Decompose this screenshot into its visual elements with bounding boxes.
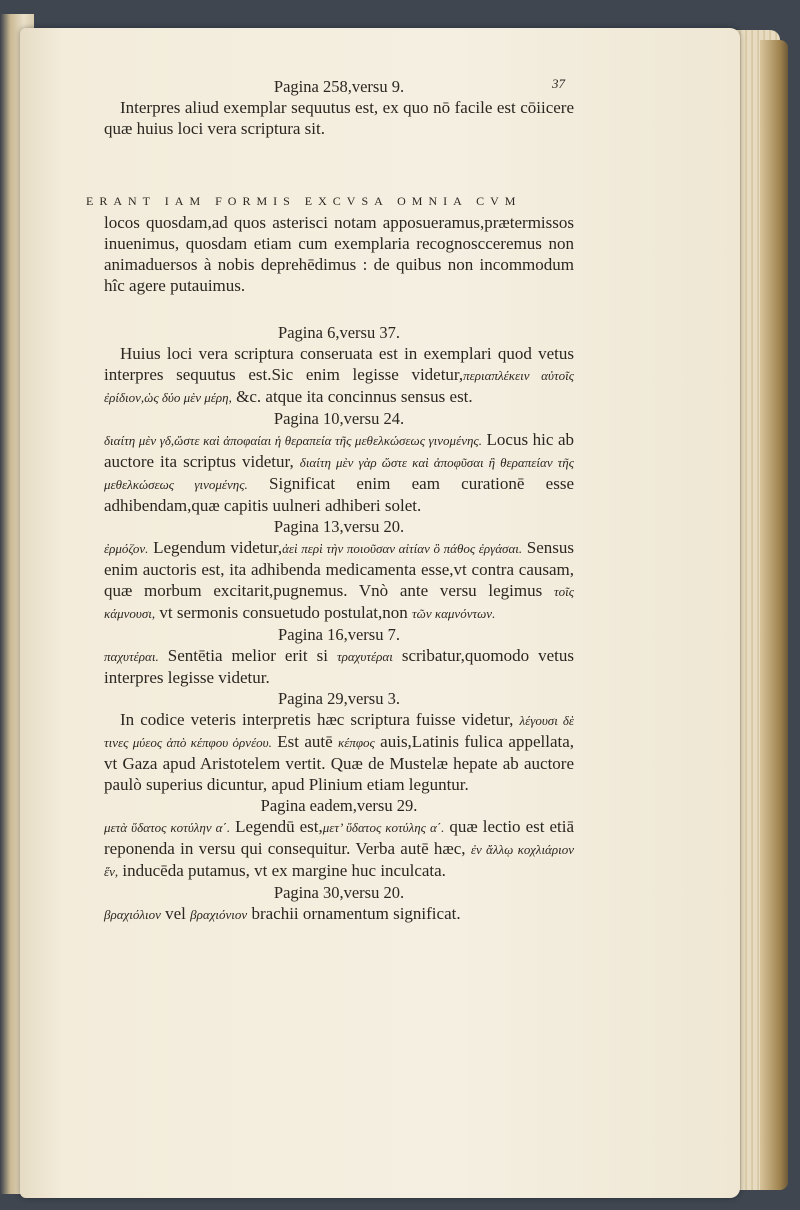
greek-text: τῶν καμνόντων. <box>411 606 496 621</box>
entry-text <box>104 709 574 795</box>
book-fore-edge <box>760 40 788 1190</box>
greek-text: μετὰ ὕδατος κοτύλην α΄. <box>104 820 231 835</box>
greek-text: ἐρμόζον. <box>104 541 149 556</box>
entry-text <box>104 816 574 882</box>
entry-heading: Pagina 258,versu 9. <box>273 77 405 96</box>
entry-text <box>104 343 574 408</box>
latin-text: vel <box>165 904 186 923</box>
page-text <box>86 76 575 925</box>
entry-text: Interpres aliud exemplar sequutus est, ex quo nō facile est cōiicere quæ huius loci vera scriptura sit. <box>104 98 574 138</box>
entry-text <box>104 645 574 688</box>
latin-text: Est autē <box>277 732 333 751</box>
latin-text: auis,Latinis fulica appellata, vt Gaza apud Aristotelem vertit. Quæ de Mustelæ hepate ab auctore paulò superius dicuntur, apud Plinium etiam leguntur. <box>104 732 575 794</box>
latin-text: quæ lectio est etiā reponenda in versu qui consequitur. Verba autē hæc, <box>104 817 575 858</box>
greek-text: περιαπλέκειν αὐτοῖς ἐρίδιον,ὡς δύο μὲν μέρη, <box>104 368 574 405</box>
entry-heading: Pagina 29,versu 3. <box>278 689 400 708</box>
entry-heading: Pagina 13,versu 20. <box>273 517 405 536</box>
latin-text: Sensus enim auctoris est, ita adhibenda medicamenta esse,vt contra causam, quæ morbum excitarit,pugnemus. Vnò ante versu legimus <box>104 538 575 600</box>
latin-text: Huius loci vera scriptura conseruata est in exemplari quod vetus interpres sequutus est.Sic enim legisse videtur, <box>104 344 574 384</box>
greek-text: διαίτη μὲν γὰρ ὥστε καὶ ἀποφῦσαι ἢ θεραπείαν τῆς μεθελκώσεως γινομένης. <box>104 455 575 492</box>
greek-text: παχυτέραι. <box>104 649 159 664</box>
latin-text: In codice veteris interpretis hæc scriptura fuisse videtur, <box>120 710 514 729</box>
latin-text: Legendū est, <box>235 817 323 836</box>
section-caps-line: ERANT IAM FORMIS EXCVSA OMNIA CVM <box>86 194 522 208</box>
entry-heading: Pagina 10,versu 24. <box>273 409 405 428</box>
greek-text: διαίτη μὲν γδ,ὥστε καὶ ἀποφαίαι ἡ θεραπεία τῆς μεθελκώσεως γινομένης. <box>104 433 482 448</box>
greek-text: ἀεὶ περὶ τὴν ποιοῦσαν αἰτίαν ὃ πάθος ἐργάσαι. <box>282 541 523 556</box>
page-number: 37 <box>552 76 565 91</box>
latin-text: Significat enim eam curationē esse adhibendam,quæ capitis uulneri adhiberi solet. <box>104 474 575 515</box>
greek-text: λέγουσι δὲ τινες μύεος ἀπὸ κέπφου ὀρνέου. <box>104 713 575 750</box>
greek-text: βραχιόνιον <box>190 907 248 922</box>
latin-text: inducēda putamus, vt ex margine huc inculcata. <box>122 861 446 880</box>
latin-text: scribatur,quomodo vetus interpres legisse videtur. <box>104 646 574 687</box>
latin-text: Legendum videtur, <box>153 538 283 557</box>
latin-text: vt sermonis consuetudo postulat,non <box>159 603 408 622</box>
greek-text: βραχιόλιον <box>104 907 161 922</box>
latin-text: Locus hic ab auctore ita scriptus videtur, <box>104 430 575 471</box>
latin-text: brachii ornamentum significat. <box>251 904 461 923</box>
greek-text: κέπφος <box>337 735 375 750</box>
entry-text <box>104 537 574 624</box>
entry-heading: Pagina 6,versu 37. <box>278 323 400 342</box>
greek-text: ἐν ἄλλῳ κοχλιάριον ἕν, <box>104 842 574 879</box>
greek-text: τραχυτέραι <box>336 649 393 664</box>
entry-heading: Pagina eadem,versu 29. <box>260 796 418 815</box>
greek-text: μετ’ ὕδατος κοτύλης α΄. <box>322 820 445 835</box>
latin-text: &c. atque ita concinnus sensus est. <box>236 387 473 406</box>
latin-text: Sentētia melior erit si <box>167 646 328 665</box>
entry-text: locos quosdam,ad quos asterisci notam apposueramus,prætermissos inuenimus, quosdam etiam cum exemplaria recognoscceremus non animaduersos à nobis deprehēdimus : de quibus non incommodum hîc agere putauimus. <box>104 213 574 295</box>
entry-text <box>104 903 574 925</box>
greek-text: τοῖς κάμνουσι, <box>104 584 574 621</box>
entry-heading: Pagina 16,versu 7. <box>278 625 400 644</box>
entry-heading: Pagina 30,versu 20. <box>273 883 405 902</box>
entry-text <box>104 429 574 516</box>
